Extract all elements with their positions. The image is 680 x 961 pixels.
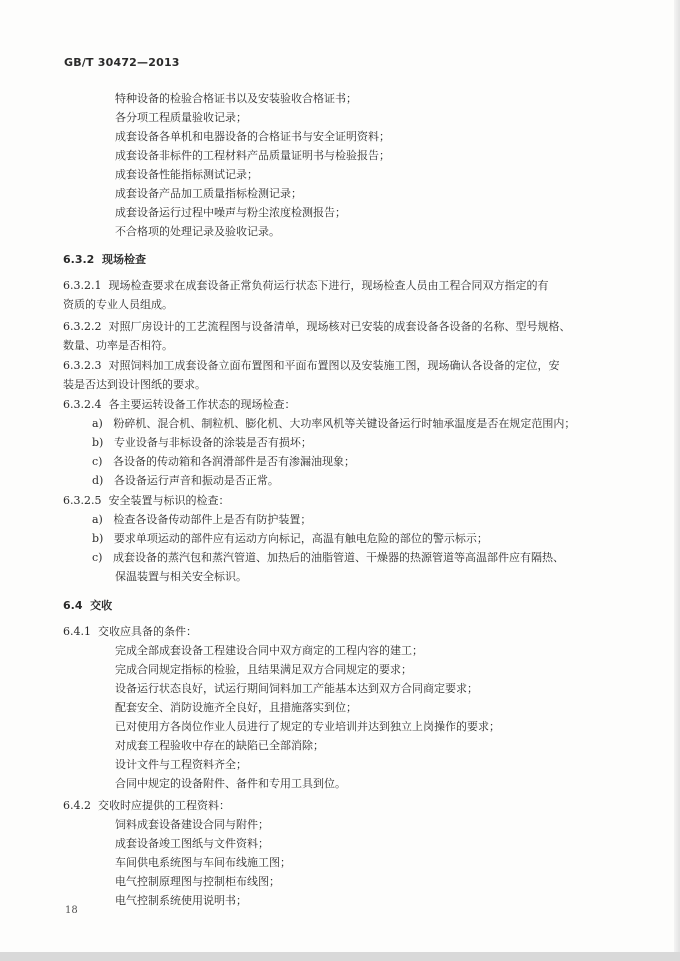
list-item: 成套设备运行过程中噪声与粉尘浓度检测报告；: [115, 206, 346, 219]
clause-number: 6.3.2.2: [63, 320, 102, 333]
section-title: 交收: [90, 599, 113, 612]
clause-text: 现场检查要求在成套设备正常负荷运行状态下进行，现场检查人员由工程合同双方指定的有: [108, 279, 549, 292]
list-item: 成套设备竣工图纸与文件资料；: [115, 837, 269, 850]
clause-6-4-1: [63, 625, 197, 639]
clause-6-3-2-4: [63, 398, 295, 412]
list-item: 已对使用方各岗位作业人员进行了规定的专业培训并达到独立上岗操作的要求；: [115, 720, 500, 733]
item-label: c): [92, 551, 103, 564]
list-item: 电气控制系统使用说明书；: [115, 894, 247, 907]
item-text: 检查各设备传动部件上是否有防护装置；: [113, 513, 312, 526]
list-item: 成套设备性能指标测试记录；: [115, 168, 258, 181]
clause-6-3-2-2: [63, 320, 570, 334]
page-number: 18: [65, 905, 78, 916]
clause-number: 6.3.2.5: [63, 494, 102, 507]
list-item: 设备运行状态良好，试运行期间饲料加工产能基本达到双方合同商定要求；: [115, 682, 478, 695]
list-item: 电气控制原理图与控制柜布线图；: [115, 875, 280, 888]
list-item-cont: 保温装置与相关安全标识。: [115, 570, 247, 583]
item-text: 各设备的传动箱和各润滑部件是否有渗漏油现象；: [112, 455, 355, 468]
section-number: 6.4: [63, 599, 83, 612]
list-item: 各分项工程质量验收记录；: [115, 111, 247, 124]
list-item: [92, 513, 311, 527]
clause-text: 交收应具备的条件：: [98, 625, 197, 638]
clause-text: 各主要运转设备工作状态的现场检查：: [108, 398, 296, 411]
list-item: [92, 474, 279, 488]
list-item: 不合格项的处理记录及验收记录。: [115, 225, 280, 238]
item-text: 专业设备与非标设备的涂装是否有损坏；: [113, 436, 312, 449]
page-bottom-edge: [0, 952, 680, 961]
list-item: 配套安全、消防设施齐全良好，且措施落实到位；: [115, 701, 357, 714]
list-item: [92, 455, 355, 469]
item-text: 粉碎机、混合机、制粒机、膨化机、大功率风机等关键设备运行时轴承温度是否在规定范围内；: [113, 417, 576, 430]
list-item: 饲料成套设备建设合同与附件；: [115, 818, 269, 831]
list-item: 成套设备各单机和电器设备的合格证书与安全证明资料；: [115, 130, 390, 143]
clause-6-3-2-3: [63, 359, 559, 373]
clause-number: 6.4.1: [63, 625, 91, 638]
standard-code: GB/T 30472—2013: [64, 56, 180, 69]
item-label: c): [92, 455, 103, 468]
list-item: 特种设备的检验合格证书以及安装验收合格证书；: [115, 92, 357, 105]
item-text: 各设备运行声音和振动是否正常。: [113, 474, 279, 487]
clause-6-4-2: [63, 799, 230, 813]
list-item: [92, 417, 575, 431]
clause-number: 6.3.2.1: [63, 279, 102, 292]
item-label: a): [92, 513, 103, 526]
list-item: [92, 551, 564, 565]
section-title: 现场检查: [102, 253, 146, 266]
section-heading-6-4: [63, 597, 112, 613]
list-item: 完成合同规定指标的检验，且结果满足双方合同规定的要求；: [115, 663, 412, 676]
section-number: 6.3.2: [63, 253, 95, 266]
clause-text-cont: 数量、功率是否相符。: [63, 339, 173, 352]
list-item: 对成套工程验收中存在的缺陷已全部消除；: [115, 739, 324, 752]
list-item: 完成全部成套设备工程建设合同中双方商定的工程内容的建工；: [115, 644, 423, 657]
clause-number: 6.3.2.3: [63, 359, 102, 372]
clause-number: 6.3.2.4: [63, 398, 102, 411]
clause-text-cont: 装是否达到设计图纸的要求。: [63, 378, 206, 391]
item-label: d): [92, 474, 104, 487]
clause-6-3-2-1: [63, 279, 548, 293]
list-item: [92, 532, 488, 546]
item-text: 成套设备的蒸汽包和蒸汽管道、加热后的油脂管道、干燥器的热源管道等高温部件应有隔热、: [112, 551, 564, 564]
list-item: [92, 436, 312, 450]
clause-text: 对照饲料加工成套设备立面布置图和平面布置图以及安装施工图，现场确认各设备的定位，安: [108, 359, 560, 372]
clause-text: 交收时应提供的工程资料：: [98, 799, 230, 812]
clause-number: 6.4.2: [63, 799, 91, 812]
item-text: 要求单项运动的部件应有运动方向标记，高温有触电危险的部位的警示标示；: [113, 532, 488, 545]
clause-text: 安全装置与标识的检查：: [108, 494, 230, 507]
list-item: 合同中规定的设备附件、备件和专用工具到位。: [115, 777, 346, 790]
item-label: b): [92, 532, 104, 545]
list-item: 成套设备非标件的工程材料产品质量证明书与检验报告；: [115, 149, 390, 162]
item-label: b): [92, 436, 104, 449]
clause-text: 对照厂房设计的工艺流程图与设备清单，现场核对已安装的成套设备各设备的名称、型号规格、: [108, 320, 571, 333]
list-item: 设计文件与工程资料齐全；: [115, 758, 247, 771]
list-item: 车间供电系统图与车间布线施工图；: [115, 856, 291, 869]
clause-6-3-2-5: [63, 494, 229, 508]
item-label: a): [92, 417, 103, 430]
section-heading-6-3-2: [63, 251, 146, 267]
page-edge: [674, 0, 680, 961]
clause-text-cont: 资质的专业人员组成。: [63, 298, 173, 311]
list-item: 成套设备产品加工质量指标检测记录；: [115, 187, 302, 200]
